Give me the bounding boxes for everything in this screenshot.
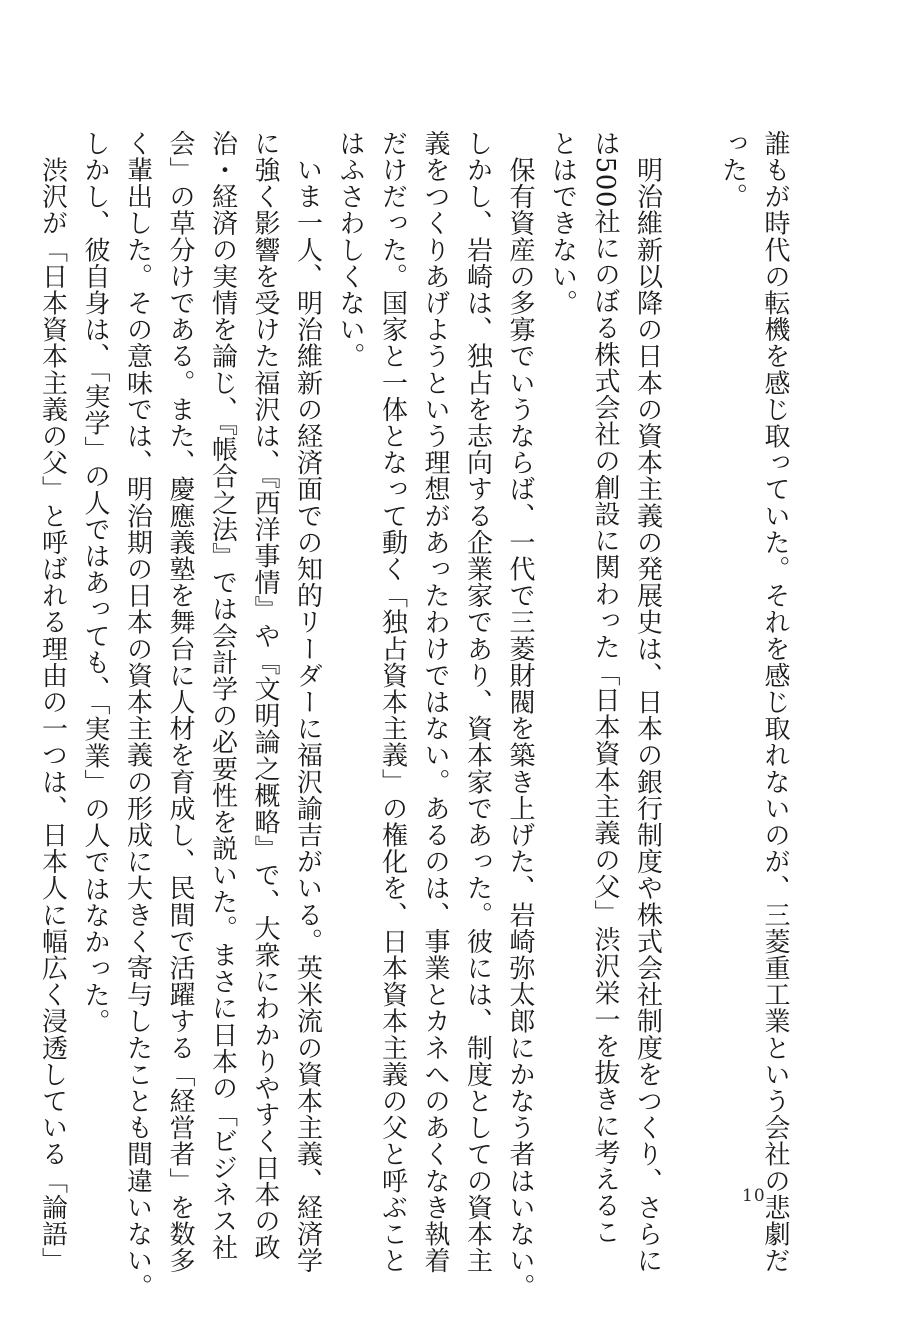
text-line: はふさわしくない。 (335, 130, 365, 370)
text-line: 誰もが時代の転機を感じ取っていた。それを感じ取れないのが、三菱重工業という会社の悲劇だ (760, 130, 790, 1274)
text-line: しかし、彼自身は、「実学」の人ではあっても、「実業」の人ではなかった。 (80, 130, 110, 1035)
text-line: 会」の草分けである。また、慶應義塾を舞台に人材を育成し、民間で活躍する「経営者」を数多 (165, 130, 195, 1274)
text-line: に強く影響を受けた福沢は、『西洋事情』や『文明論之概略』で、大衆にわかりやすく日本の政 (250, 130, 280, 1261)
text-line: った。 (717, 130, 748, 210)
text-line (669, 130, 712, 1170)
text-line: は500社にのぼる株式会社の創設に関わった「日本資本主義の父」渋沢栄一を抜きに考えるこ (590, 130, 620, 1246)
text-line: 保有資産の多寡でいうならば、一代で三菱財閥を築き上げた、岩崎弥太郎にかなう者はいない。 (505, 130, 535, 1301)
text-line: 治・経済の実情を論じ、『帳合之法』では会計学の必要性を説いた。まさに日本の「ビジネス社 (207, 130, 238, 1261)
text-line: く輩出した。その意味では、明治期の日本の資本主義の形成に大きく寄与したことも間違いない。 (122, 130, 153, 1301)
text-line: とはできない。 (547, 130, 578, 317)
text-line: しかし、岩崎は、独占を志向する企業家であり、資本家であった。彼には、制度としての資本主 (462, 130, 493, 1274)
text-line: だけだった。国家と一体となって動く「独占資本主義」の権化を、日本資本主義の父と呼ぶこと (377, 130, 408, 1274)
text-line: 義をつくりあげようという理想があったわけではない。あるのは、事業とカネへのあくなき執着 (420, 130, 450, 1274)
page-number: 10 (742, 1186, 766, 1206)
text-line: 渋沢が「日本資本主義の父」と呼ばれる理由の一つは、日本人に幅広く浸透している「論語」 (37, 130, 68, 1274)
text-line: 明治維新以降の日本の資本主義の発展史は、日本の銀行制度や株式会社制度をつくり、さらに (632, 130, 663, 1274)
text-line: いま一人、明治維新の経済面での知的リーダーに福沢諭吉がいる。英米流の資本主義、経済学 (292, 130, 323, 1274)
